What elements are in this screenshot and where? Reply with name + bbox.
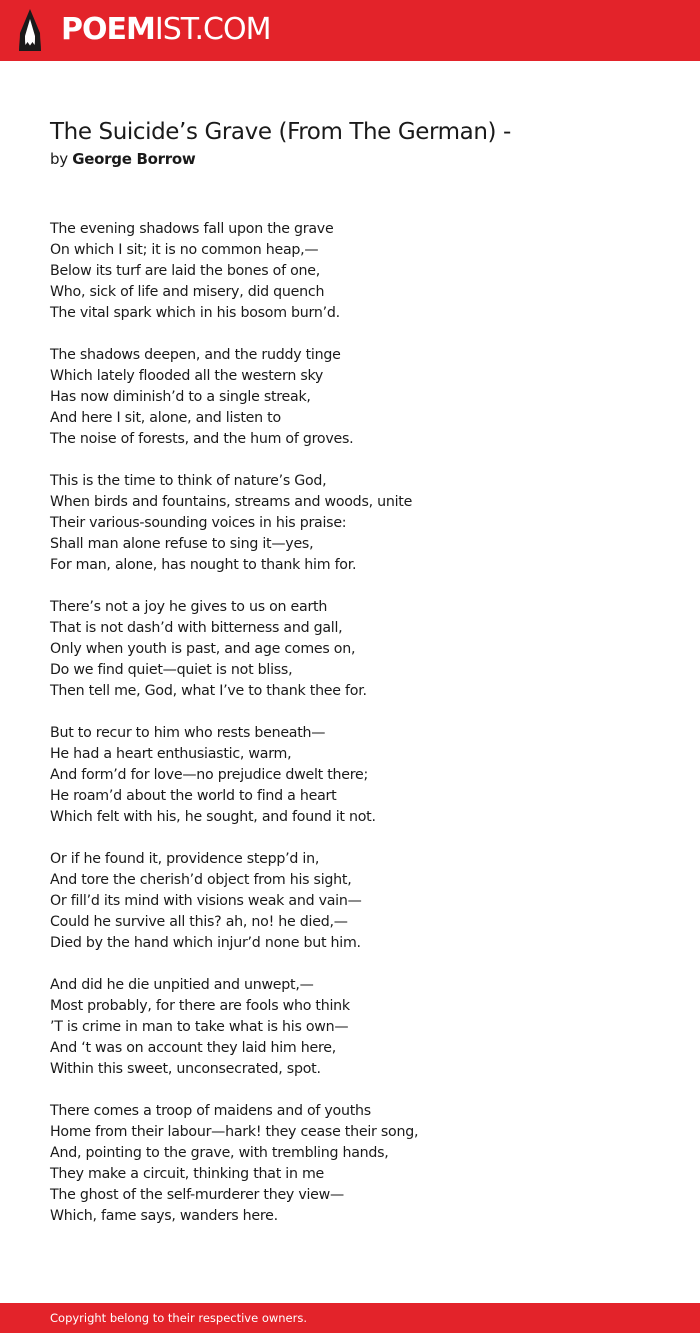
- pencil-tip-icon: [18, 9, 42, 51]
- poem-line: And did he die unpitied and unwept,—: [50, 977, 314, 993]
- poem-line: For man, alone, has nought to thank him for.: [50, 557, 357, 573]
- byline-prefix: by: [50, 150, 68, 168]
- poem-stanza: [50, 849, 650, 954]
- poem-line: Or fill’d its mind with visions weak and vain—: [50, 893, 362, 909]
- poem-line: And, pointing to the grave, with trembling hands,: [50, 1145, 389, 1161]
- poem-line: The vital spark which in his bosom burn’d.: [50, 305, 340, 321]
- poem-line: And tore the cherish’d object from his sight,: [50, 872, 352, 888]
- poem-line: Which, fame says, wanders here.: [50, 1208, 278, 1224]
- poem-line: Or if he found it, providence stepp’d in,: [50, 851, 320, 867]
- top-bar: [0, 0, 700, 61]
- poem-line: There’s not a joy he gives to us on earth: [50, 599, 328, 615]
- brand-light: IST.COM: [154, 12, 271, 47]
- poem-line: He had a heart enthusiastic, warm,: [50, 746, 292, 762]
- poem-line: There comes a troop of maidens and of youths: [50, 1103, 371, 1119]
- site-name: [61, 9, 270, 51]
- poem-line: Has now diminish’d to a single streak,: [50, 389, 311, 405]
- poem-line: He roam’d about the world to find a heart: [50, 788, 337, 804]
- poem-line: Most probably, for there are fools who think: [50, 998, 350, 1014]
- poem-stanza: [50, 219, 650, 324]
- site-logo-link[interactable]: [18, 9, 270, 51]
- poem-line: Within this sweet, unconsecrated, spot.: [50, 1061, 321, 1077]
- poem-stanza: [50, 975, 650, 1080]
- poem-line: Do we find quiet—quiet is not bliss,: [50, 662, 293, 678]
- author-name: George Borrow: [72, 150, 196, 168]
- poem-line: Then tell me, God, what I’ve to thank thee for.: [50, 683, 367, 699]
- poem-line: And here I sit, alone, and listen to: [50, 410, 281, 426]
- poem-line: Only when youth is past, and age comes on,: [50, 641, 356, 657]
- poem-line: ’T is crime in man to take what is his own—: [50, 1019, 349, 1035]
- poem-line: But to recur to him who rests beneath—: [50, 725, 326, 741]
- poem-line: When birds and fountains, streams and woods, unite: [50, 494, 413, 510]
- poem-line: Could he survive all this? ah, no! he died,—: [50, 914, 348, 930]
- poem-line: Shall man alone refuse to sing it—yes,: [50, 536, 314, 552]
- poem-line: They make a circuit, thinking that in me: [50, 1166, 325, 1182]
- poem-line: Below its turf are laid the bones of one,: [50, 263, 320, 279]
- poem-line: And ‘t was on account they laid him here,: [50, 1040, 336, 1056]
- poem-body: [50, 219, 650, 1248]
- poem-line: Their various-sounding voices in his praise:: [50, 515, 347, 531]
- poem-line: Which lately flooded all the western sky: [50, 368, 324, 384]
- poem-stanza: [50, 1101, 650, 1227]
- poem-line: Died by the hand which injur’d none but him.: [50, 935, 361, 951]
- brand-bold: POEM: [61, 12, 155, 47]
- footer-bar: [0, 1303, 700, 1333]
- poem-line: Home from their labour—hark! they cease their song,: [50, 1124, 419, 1140]
- poem-line: The shadows deepen, and the ruddy tinge: [50, 347, 341, 363]
- poem-stanza: [50, 471, 650, 576]
- poem-line: Who, sick of life and misery, did quench: [50, 284, 325, 300]
- poem-title: The Suicide’s Grave (From The German) -: [50, 119, 511, 145]
- poem-stanza: [50, 597, 650, 702]
- poem-line: The evening shadows fall upon the grave: [50, 221, 334, 237]
- poem-line: And form’d for love—no prejudice dwelt there;: [50, 767, 369, 783]
- poem-stanza: [50, 345, 650, 450]
- poem-line: That is not dash’d with bitterness and gall,: [50, 620, 343, 636]
- poem-line: On which I sit; it is no common heap,—: [50, 242, 319, 258]
- poem-line: The noise of forests, and the hum of groves.: [50, 431, 354, 447]
- byline: [50, 148, 195, 170]
- poem-stanza: [50, 723, 650, 828]
- poem-line: Which felt with his, he sought, and found it not.: [50, 809, 376, 825]
- poem-line: The ghost of the self-murderer they view—: [50, 1187, 344, 1203]
- copyright-text: Copyright belong to their respective owners.: [50, 1311, 308, 1325]
- poem-line: This is the time to think of nature’s God,: [50, 473, 327, 489]
